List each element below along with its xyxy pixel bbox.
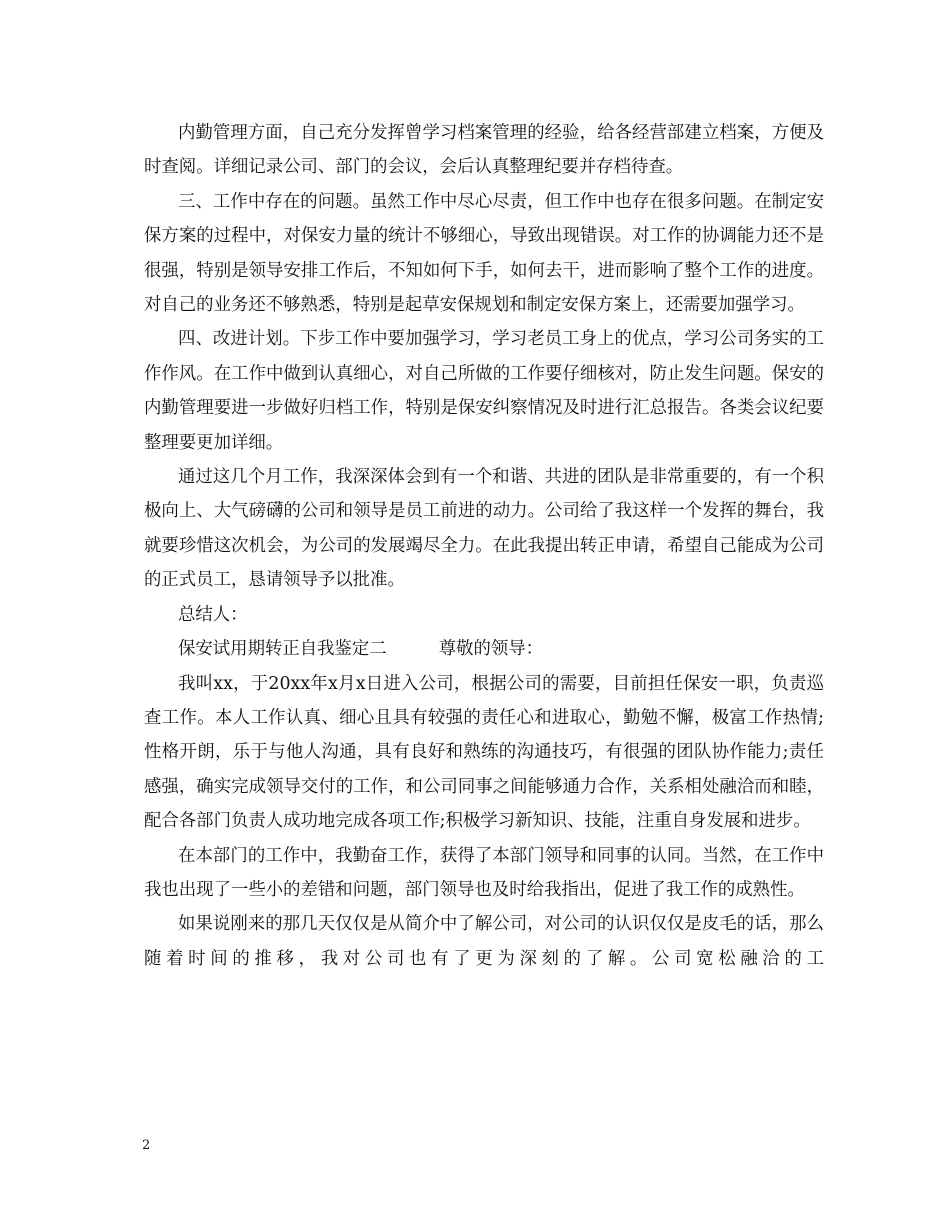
paragraph-self-introduction: 我叫xx，于20xx年x月x日进入公司，根据公司的需要，目前担任保安一职，负责巡查工作。本人工作认真、细心且具有较强的责任心和进取心，勤勉不懈，极富工作热情;性格开朗，乐于与他人沟通，具有良好和熟练的沟通技巧，有很强的团队协作能力;责任感强，确实完成领导交付的工作，和公司同事之间能够通力合作，关系相处融洽而和睦，配合各部门负责人成功地完成各项工作;积极学习新知识、技能，注重自身发展和进步。	[144, 673, 824, 832]
paragraph-existing-problems: 三、工作中存在的问题。虽然工作中尽心尽责，但工作中也存在很多问题。在制定安保方案的过程中，对保安力量的统计不够细心，导致出现错误。对工作的协调能力还不是很强，特别是领导安排工作后，不知如何下手，如何去干，进而影响了整个工作的进度。对自己的业务还不够熟悉，特别是起草安保规划和制定安保方案上，还需要加强学习。	[144, 191, 824, 316]
paragraph-internal-management: 内勤管理方面，自己充分发挥曾学习档案管理的经验，给各经营部建立档案，方便及时查阅。详细记录公司、部门的会议，会后认真整理纪要并存档待查。	[144, 123, 824, 178]
salutation: 尊敬的领导：	[438, 639, 544, 660]
paragraph-department-work: 在本部门的工作中，我勤奋工作，获得了本部门领导和同事的认同。当然，在工作中我也出现了一些小的差错和问题，部门领导也及时给我指出，促进了我工作的成熟性。	[144, 845, 824, 900]
section-title: 保安试用期转正自我鉴定二	[178, 639, 387, 660]
paragraph-signature: 总结人：	[178, 604, 248, 625]
page-number: 2	[142, 1138, 151, 1153]
paragraph-summary: 通过这几个月工作，我深深体会到有一个和谐、共进的团队是非常重要的，有一个积极向上、大气磅礴的公司和领导是员工前进的动力。公司给了我这样一个发挥的舞台，我就要珍惜这次机会，为公司的发展竭尽全力。在此我提出转正申请，希望自己能成为公司的正式员工，恳请领导予以批准。	[144, 467, 824, 591]
paragraph-improvement-plan: 四、改进计划。下步工作中要加强学习，学习老员工身上的优点，学习公司务实的工作作风。在工作中做到认真细心，对自己所做的工作要仔细核对，防止发生问题。保安的内勤管理要进一步做好归档工作，特别是保安纠察情况及时进行汇总报告。各类会议纪要整理要更加详细。	[144, 329, 824, 453]
document-body	[144, 116, 824, 976]
title-line	[144, 632, 824, 666]
paragraph-company-understanding: 如果说刚来的那几天仅仅是从简介中了解公司，对公司的认识仅仅是皮毛的话，那么随着时间的推移，我对公司也有了更为深刻的了解。公司宽松融洽的工	[144, 914, 824, 969]
